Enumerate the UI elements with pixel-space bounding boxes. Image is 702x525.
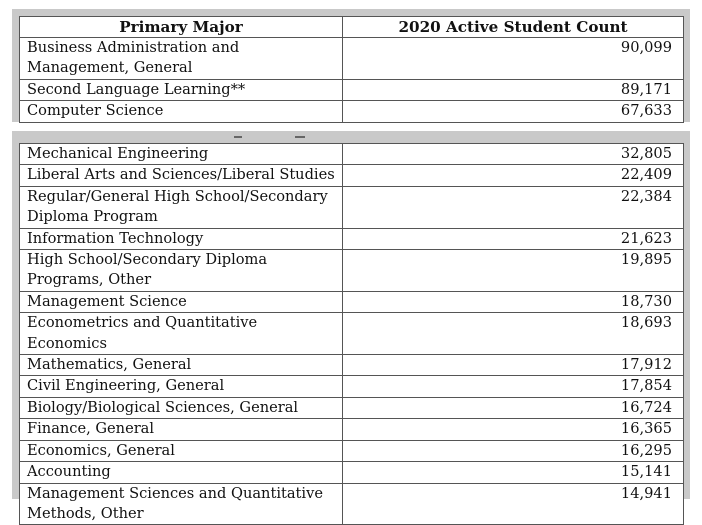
table-row [20,38,684,80]
count-cell: 18,693 [343,313,684,355]
cropped-text-fragment [234,136,242,138]
table-row [20,101,684,122]
top-majors-table [19,16,684,123]
major-cell: Biology/Biological Sciences, General [20,397,343,418]
student-count-header: 2020 Active Student Count [343,17,684,38]
cropped-text-fragment [295,136,305,138]
major-cell: Management Science [20,291,343,312]
count-cell: 89,171 [343,79,684,100]
major-cell: Second Language Learning** [20,79,343,100]
count-cell: 90,099 [343,38,684,80]
table-row [20,186,684,228]
table-row [20,355,684,376]
top-table-panel [12,9,690,122]
table-row [20,440,684,461]
count-cell: 21,623 [343,228,684,249]
primary-major-header: Primary Major [20,17,343,38]
major-cell: Information Technology [20,228,343,249]
major-cell: Civil Engineering, General [20,376,343,397]
table-row [20,250,684,292]
table-row [20,376,684,397]
table-row [20,144,684,165]
major-cell: Regular/General High School/Secondary Diploma Program [20,186,343,228]
major-cell: Mechanical Engineering [20,144,343,165]
major-cell: Management Sciences and Quantitative Methods, Other [20,483,343,525]
major-cell: Econometrics and Quantitative Economics [20,313,343,355]
table-row [20,397,684,418]
other-majors-table [19,143,684,525]
table-row [20,462,684,483]
table-row [20,313,684,355]
table-row [20,79,684,100]
count-cell: 15,141 [343,462,684,483]
count-cell: 67,633 [343,101,684,122]
major-cell: Business Administration and Management, General [20,38,343,80]
header-row [20,17,684,38]
count-cell: 16,295 [343,440,684,461]
major-cell: Computer Science [20,101,343,122]
bottom-table-panel [12,131,690,522]
count-cell: 18,730 [343,291,684,312]
table-row [20,228,684,249]
count-cell: 17,854 [343,376,684,397]
table-row [20,291,684,312]
table-row [20,483,684,525]
count-cell: 17,912 [343,355,684,376]
count-cell: 22,384 [343,186,684,228]
table-row [20,165,684,186]
major-cell: Accounting [20,462,343,483]
major-cell: High School/Secondary Diploma Programs, Other [20,250,343,292]
count-cell: 32,805 [343,144,684,165]
major-cell: Mathematics, General [20,355,343,376]
major-cell: Liberal Arts and Sciences/Liberal Studies [20,165,343,186]
count-cell: 16,365 [343,419,684,440]
major-cell: Finance, General [20,419,343,440]
count-cell: 22,409 [343,165,684,186]
count-cell: 16,724 [343,397,684,418]
count-cell: 19,895 [343,250,684,292]
major-cell: Economics, General [20,440,343,461]
table-row [20,419,684,440]
count-cell: 14,941 [343,483,684,525]
